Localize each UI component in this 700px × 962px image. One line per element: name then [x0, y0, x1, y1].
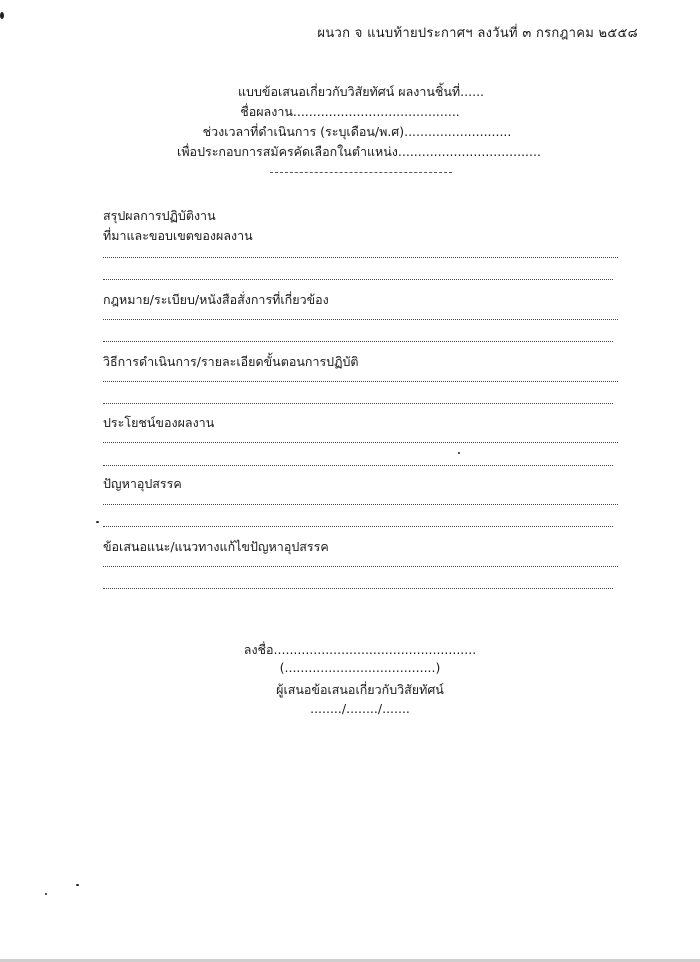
scan-speck: [76, 884, 79, 886]
scan-speck: [0, 12, 4, 19]
method-title: วิธีการดำเนินการ/รายละเอียดขั้นตอนการปฏิบัติ: [103, 354, 359, 369]
scan-speck: [45, 893, 47, 895]
law-fill-line-2: [103, 341, 613, 342]
benefit-fill-line-2: [103, 465, 613, 466]
signer-role: ผู้เสนอข้อเสนอเกี่ยวกับวิสัยทัศน์: [276, 682, 444, 697]
appendix-header: ผนวก จ แนบท้ายประกาศฯ ลงวันที่ ๓ กรกฎาคม ๒๕๕๘: [317, 26, 638, 41]
suggestion-title: ข้อเสนอแนะ/แนวทางแก้ไขปัญหาอุปสรรค: [103, 539, 329, 554]
signature-line: ลงชื่อ...................................................: [243, 642, 477, 657]
origin-scope-title: ที่มาและขอบเขตของผลงาน: [103, 228, 253, 243]
signature-date: ......../......../.......: [310, 701, 410, 716]
period-line: ช่วงเวลาที่ดำเนินการ (ระบุเดือน/พ.ศ)...........................: [202, 124, 512, 139]
method-fill-line-2: [103, 403, 613, 404]
method-fill-line-1: [103, 381, 618, 382]
suggestion-fill-line-1: [103, 566, 618, 567]
origin-fill-line-2: [103, 279, 613, 280]
benefit-title: ประโยชน์ของผลงาน: [103, 415, 215, 430]
heading-separator: [270, 172, 452, 173]
law-fill-line-1: [103, 319, 618, 320]
position-line: เพื่อประกอบการสมัครคัดเลือกในตำแหน่ง....................................: [177, 144, 541, 159]
work-name-line: ชื่อผลงาน..........................................: [240, 104, 460, 119]
problem-fill-line-2: [103, 526, 613, 527]
form-title: แบบข้อเสนอเกี่ยวกับวิสัยทัศน์ ผลงานชิ้นที่......: [237, 84, 485, 99]
form-heading: [0, 82, 700, 162]
origin-fill-line-1: [103, 257, 618, 258]
scan-speck: [458, 452, 460, 454]
law-title: กฎหมาย/ระเบียบ/หนังสือสั่งการที่เกี่ยวข้อง: [103, 292, 329, 307]
problem-title: ปัญหาอุปสรรค: [103, 476, 182, 491]
benefit-fill-line-1: [103, 442, 618, 443]
scan-speck: [96, 521, 99, 523]
suggestion-fill-line-2: [103, 588, 613, 589]
summary-title: สรุปผลการปฏิบัติงาน: [103, 208, 216, 223]
problem-fill-line-1: [103, 504, 618, 505]
signer-name-line: (......................................): [279, 660, 441, 675]
